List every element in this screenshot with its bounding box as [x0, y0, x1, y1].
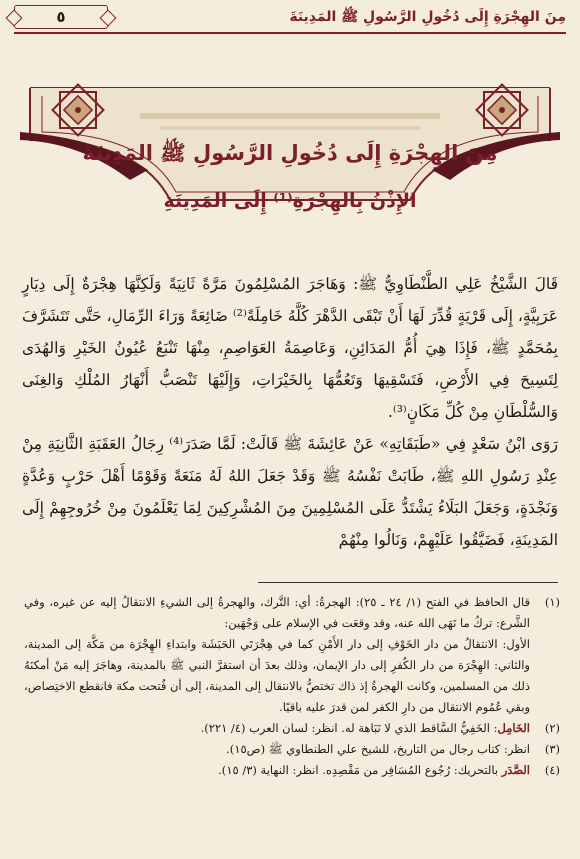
footnote	[24, 739, 560, 760]
right-star-ornament	[477, 85, 528, 136]
footnote-number: (١)	[544, 595, 560, 609]
chapter-title: مِنَ الهِجْرَةِ إِلَى دُخُولِ الرَّسُولِ ﷺ المَدِينَةَ	[82, 141, 498, 165]
footnote-separator	[258, 582, 558, 583]
left-star-ornament	[53, 85, 104, 136]
body-text	[22, 268, 558, 556]
footnote-text: بالتحريك: رُجُوع المُسَافِر من مَقْصِدِه. انظر: النهاية (٣/ ١٥).	[218, 763, 502, 777]
footnote-text: : الخَفِيُّ السَّاقط الذي لا نَبَاهة له. انظر: لسان العرب (٤/ ٢٢١).	[200, 721, 498, 735]
paragraph: رَوَى ابْنُ سَعْدٍ فِي «طَبَقَاتِهِ» عَنْ عَائِشَةَ ﷺ قَالَتْ: لَمَّا صَدَرَ⁽⁴⁾ رِجَالُ العَقَبَةِ الثَّانِيَةِ مِنْ عِنْدِ رَسُولِ اللهِ ﷺ، طَابَتْ نَفْسُهُ ﷺ وَقَدْ جَعَلَ اللهُ لَهُ مَنَعَةً وَقَوْمًا أَهْلَ حَرْبٍ وَعُدَّةٍ وَنَجْدَةٍ، وَجَعَلَ البَلَاءُ يَشْتَدُّ عَلَى المُسْلِمِينَ مِنَ المُشْرِكِينَ لِمَا يَعْلَمُونَ مِنْ خُرُوجِهِمْ إِلَى المَدِينَةِ، فَضَيَّقُوا عَلَيْهِمْ، وَنَالُوا مِنْهُمْ	[22, 435, 558, 549]
footnote	[24, 592, 560, 718]
footnote-text: انظر: كتاب رجال من التاريخ، للشيخ علي الطنطاوي ﷺ (ص١٥).	[226, 742, 530, 756]
footnote-number: (٤)	[544, 763, 560, 777]
running-header-title: مِنَ الهِجْرَةِ إِلَى دُخُولِ الرَّسُولِ ﷺ المَدِينَةَ	[289, 9, 566, 25]
page-number-frame	[0, 2, 122, 32]
footnote-term: الصَّدَر	[501, 763, 530, 777]
footnotes	[24, 592, 560, 781]
footnote	[24, 718, 560, 739]
page-number: ٥	[14, 5, 108, 29]
section-title: الإِذْنُ بِالهِجْرَةِ⁽¹⁾ إِلَى المَدِينَةِ	[163, 190, 417, 212]
footnote-number: (٣)	[544, 742, 560, 756]
footnote-number: (٢)	[544, 721, 560, 735]
footnote	[24, 760, 560, 781]
footnote-subtext: الأول: الانتقالُ من دار الخَوْفِ إلى دار الأَمْنِ كما في هِجْرَتَي الحَبَشَة وابتداءِ الهِجْرَة من مَكَّة إلى المدينة، والثاني: الهِجْرَة من دار الكُفرِ إلى دار الإيمان، وذلك بعدَ أن استقرَّ النبي ﷺ بالمدينة، وهاجَرَ إليه مَنْ أمكنَهُ ذلك من المسلمين، وكانت الهجرةُ إذ ذاك تختصُّ بالانتقال إلى المدينة، إلى أن فُتحت مكة فانقطع الاختِصاص، وبقي عُمُوم الانتقال من دارِ الكفر لمن قدرَ عليه باقيًا.	[24, 637, 530, 714]
paragraph: قَالَ الشَّيْخُ عَلِي الطَّنْطَاوِيُّ ﷺ: وَهَاجَرَ المُسْلِمُونَ مَرَّةً ثَانِيَةً وَلَكِنَّهَا هِجْرَةٌ إِلَى دِيَارٍ عَرَبِيَّةٍ، إِلَى قَرْيَةٍ قُدِّرَ لَهَا أَنْ تَبْقَى الدَّهْرَ كُلَّهُ خَامِلَةً⁽²⁾ ضَائِعَةً وَرَاءَ الرِّمَالِ، حَتَّى تَتَشَرَّفَ بِمُحَمَّدٍ ﷺ، فَإِذَا هِيَ أُمُّ المَدَائِنِ، وَعَاصِمَةُ العَوَاصِمِ، مِنْهَا تَنْبَعُ عُيُونُ الخَيْرِ وَالهُدَى لِتَسِيحَ فِي الأَرْضِ، فَتَسْقِيهَا وَتَعُمُّهَا بِالخَيْرَاتِ، وَإِلَيْهَا تَنْصَبُّ أَنْهَارُ المُلْكِ وَالغِنَى وَالسُّلْطَانِ مِنْ كُلِّ مَكَانٍ⁽³⁾.	[22, 275, 559, 421]
footnote-term: الخَامِل	[497, 721, 530, 735]
footnote-text: قال الحافظ في الفتح (١/ ٢٤ ـ ٢٥): الهجرةُ: أي: التَّرك، والهجرةُ إلى الشيءِ الانتقالُ إليه عن غيره، وفي الشَّرع: تركُ ما نَهَى الله عنه، وقد وقعَت في الإسلام على وَجْهَين:	[24, 595, 531, 630]
